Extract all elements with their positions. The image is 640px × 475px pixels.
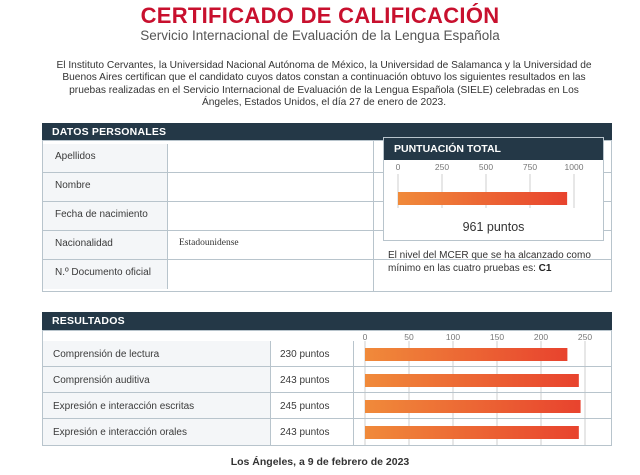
personal-data-header: DATOS PERSONALES <box>42 123 612 140</box>
results-row-label: Comprensión auditiva <box>43 367 271 392</box>
personal-row-value <box>169 260 351 296</box>
results-table <box>42 330 612 446</box>
personal-row-label: N.º Documento oficial <box>43 260 168 289</box>
mcer-text: El nivel del MCER que se ha alcanzado como mínimo en las cuatro pruebas es: <box>388 250 591 274</box>
total-tick-label: 0 <box>395 162 401 172</box>
mcer-statement <box>388 250 608 275</box>
personal-row-label: Nacionalidad <box>43 231 168 259</box>
results-row-label: Comprensión de lectura <box>43 341 271 366</box>
total-score-points: 961 puntos <box>462 220 525 234</box>
results-row <box>43 419 611 445</box>
results-tick-label: 200 <box>533 332 549 342</box>
personal-row-label: Nombre <box>43 173 168 201</box>
personal-row-value: Estadounidense <box>179 238 239 248</box>
results-row <box>43 393 611 419</box>
results-row <box>43 367 611 393</box>
personal-row-label: Fecha de nacimiento <box>43 202 168 230</box>
results-tick-label: 100 <box>445 332 461 342</box>
personal-row-label: Apellidos <box>43 144 168 172</box>
results-row-label: Expresión e interacción orales <box>43 419 271 445</box>
total-score-box <box>383 137 604 241</box>
results-header: RESULTADOS <box>42 312 612 330</box>
certificate-title: CERTIFICADO DE CALIFICACIÓN <box>140 3 500 28</box>
results-tick-label: 0 <box>362 332 368 342</box>
total-tick-label: 250 <box>434 162 450 172</box>
results-row-points: 230 puntos <box>272 341 354 366</box>
results-tick-label: 250 <box>577 332 593 342</box>
total-score-chart <box>384 160 603 220</box>
total-tick-label: 1000 <box>564 162 584 172</box>
mcer-level: C1 <box>538 262 552 274</box>
total-score-bar <box>398 192 567 205</box>
results-row-label: Expresión e interacción escritas <box>43 393 271 418</box>
total-tick-label: 500 <box>478 162 494 172</box>
results-row <box>43 341 611 367</box>
total-tick-label: 750 <box>522 162 538 172</box>
personal-value-column-border <box>373 141 374 291</box>
intro-paragraph: El Instituto Cervantes, la Universidad Nacional Autónoma de México, la Universidad de Salamanca y la Universidad de Buenos Aires certifican que el candidato cuyos datos constan a continuación obtuvo los siguientes resultados en las pruebas realizadas en el Servicio Internacional de Evaluación de la Lengua Española (SIELE) celebradas en Los Ángeles, Estados Unidos, el día 27 de enero de 2023. <box>56 60 592 108</box>
certificate-subtitle: Servicio Internacional de Evaluación de la Lengua Española <box>140 28 500 43</box>
results-tick-label: 50 <box>404 332 414 342</box>
results-row-points: 243 puntos <box>272 367 354 392</box>
results-tick-label: 150 <box>489 332 505 342</box>
results-row-points: 243 puntos <box>272 419 354 445</box>
issue-date-footer: Los Ángeles, a 9 de febrero de 2023 <box>230 456 410 468</box>
total-score-header: PUNTUACIÓN TOTAL <box>384 138 603 160</box>
results-row-points: 245 puntos <box>272 393 354 418</box>
